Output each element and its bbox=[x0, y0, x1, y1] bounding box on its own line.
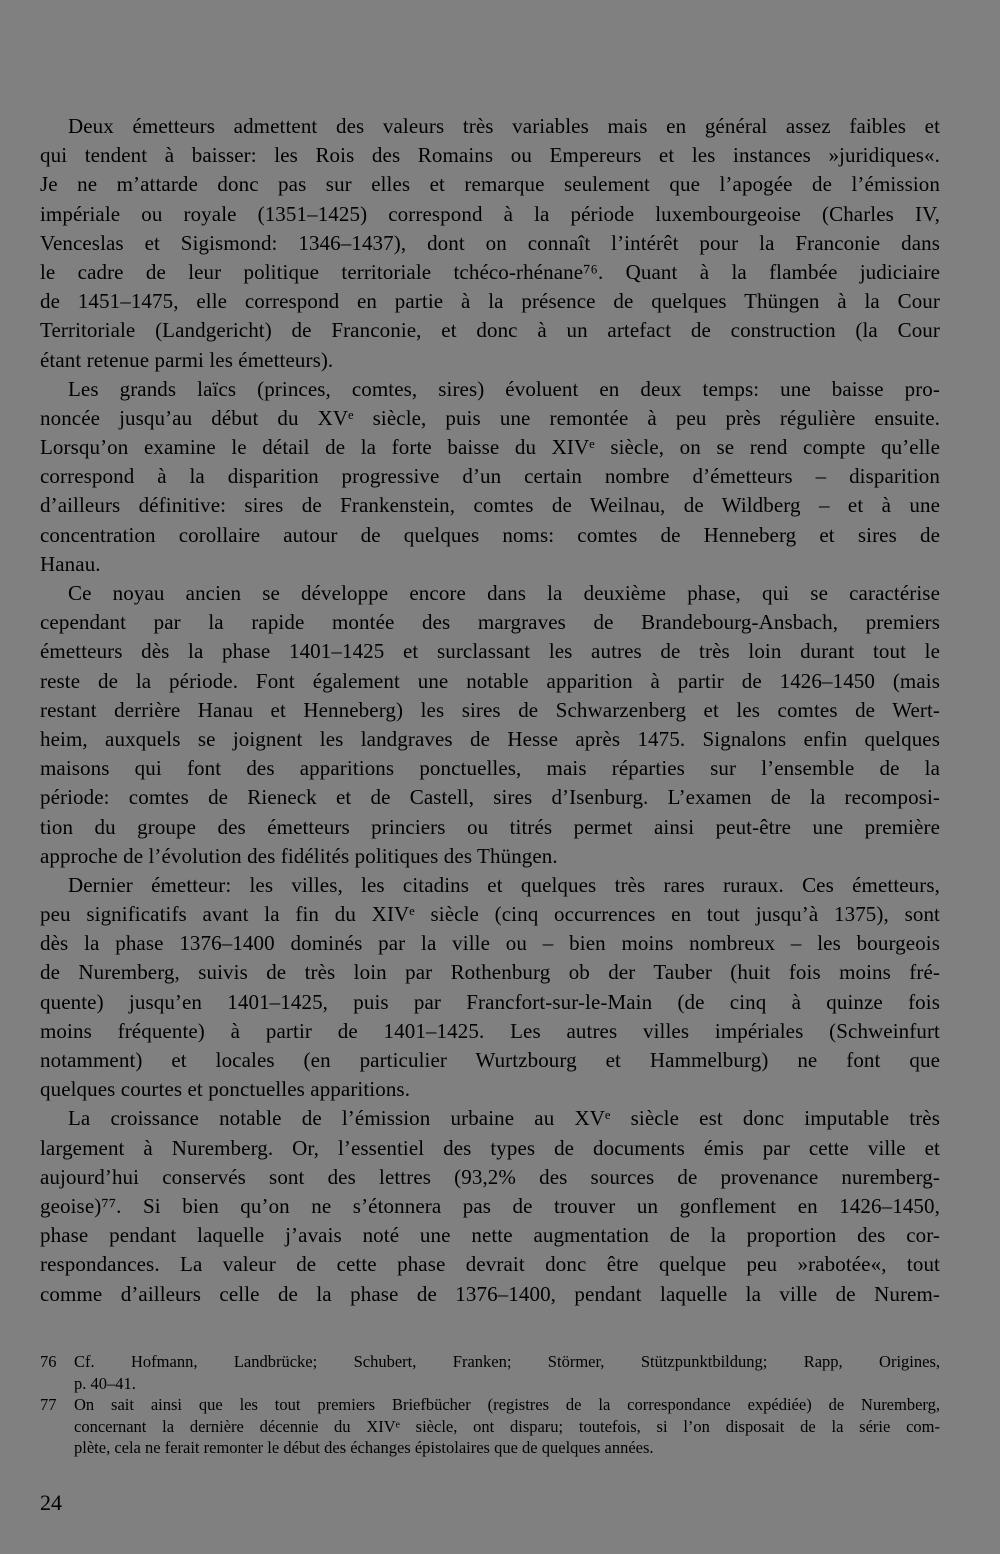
text-line: phase pendant laquelle j’avais noté une nette augmentation de la proportion des cor- bbox=[40, 1223, 940, 1248]
text-line: de 1451–1475, elle correspond en partie à la présence de quelques Thüngen à la Cour bbox=[40, 289, 940, 314]
text-line: maisons qui font des apparitions ponctuelles, mais réparties sur l’ensemble de la bbox=[40, 756, 940, 781]
text-line: quente) jusqu’en 1401–1425, puis par Francfort-sur-le-Main (de cinq à quinze fois bbox=[40, 989, 940, 1014]
text-line: Lorsqu’on examine le détail de la forte baisse du XIVᵉ siècle, on se rend compte qu’elle bbox=[40, 435, 940, 460]
page-number: 24 bbox=[40, 1490, 62, 1515]
text-line: cependant par la rapide montée des margraves de Brandebourg-Ansbach, premiers bbox=[40, 610, 940, 635]
text-line: La croissance notable de l’émission urbaine au XVᵉ siècle est donc imputable très bbox=[68, 1106, 940, 1131]
footnote-77 bbox=[40, 1394, 940, 1459]
text-line: quelques courtes et ponctuelles apparitions. bbox=[40, 1077, 411, 1102]
text-line: de Nuremberg, suivis de très loin par Rothenburg ob der Tauber (huit fois moins fré- bbox=[40, 960, 940, 985]
footnotes bbox=[40, 1351, 940, 1459]
paragraph-2 bbox=[40, 375, 940, 579]
footnote-76 bbox=[40, 1351, 940, 1394]
text-line: Territoriale (Landgericht) de Franconie, et donc à un artefact de construction (la Cour bbox=[40, 318, 940, 343]
text-line: étant retenue parmi les émetteurs). bbox=[40, 347, 334, 372]
text-line: reste de la période. Font également une notable apparition à partir de 1426–1450 (mais bbox=[40, 668, 940, 693]
text-line: Venceslas et Sigismond: 1346–1437), dont on connaît l’intérêt pour la Franconie dans bbox=[40, 230, 940, 255]
text-line: geoise)⁷⁷. Si bien qu’on ne s’étonnera pas de trouver un gonflement en 1426–1450, bbox=[40, 1193, 940, 1218]
text-line: Les grands laïcs (princes, comtes, sires) évoluent en deux temps: une baisse pro- bbox=[68, 376, 940, 401]
text-line: correspond à la disparition progressive d’un certain nombre d’émetteurs – disparition bbox=[40, 464, 940, 489]
text-line: respondances. La valeur de cette phase devrait donc être quelque peu »rabotée«, tout bbox=[40, 1252, 940, 1277]
footnote-line: Cf. Hofmann, Landbrücke; Schubert, Franken; Störmer, Stützpunktbildung; Rapp, Origines, bbox=[74, 1352, 940, 1371]
footnote-text bbox=[74, 1351, 940, 1394]
text-line: impériale ou royale (1351–1425) correspond à la période luxembourgeoise (Charles IV, bbox=[40, 201, 940, 226]
text-line: Hanau. bbox=[40, 551, 101, 576]
text-line: notamment) et locales (en particulier Wurtzbourg et Hammelburg) ne font que bbox=[40, 1048, 940, 1072]
footnote-line: On sait ainsi que les tout premiers Briefbücher (registres de la correspondance expédiée) de Nuremberg, bbox=[74, 1395, 940, 1414]
text-line: Dernier émetteur: les villes, les citadins et quelques très rares ruraux. Ces émetteurs, bbox=[68, 872, 940, 897]
text-line: Je ne m’attarde donc pas sur elles et remarque seulement que l’apogée de l’émission bbox=[40, 172, 940, 197]
text-line: Deux émetteurs admettent des valeurs très variables mais en général assez faibles et bbox=[68, 114, 940, 138]
footnote-number: 76 bbox=[40, 1352, 57, 1371]
text-line: dès la phase 1376–1400 dominés par la ville ou – bien moins nombreux – les bourgeois bbox=[40, 931, 940, 956]
paragraph-4 bbox=[40, 871, 940, 1105]
text-line: le cadre de leur politique territoriale tchéco-rhénane⁷⁶. Quant à la flambée judiciaire bbox=[40, 259, 940, 284]
footnote-number: 77 bbox=[40, 1395, 57, 1414]
footnote-text bbox=[74, 1394, 940, 1459]
footnote-line: p. 40–41. bbox=[74, 1373, 136, 1393]
paragraph-1 bbox=[40, 112, 940, 375]
text-line: noncée jusqu’au début du XVᵉ siècle, puis une remontée à peu près régulière ensuite. bbox=[40, 405, 940, 430]
text-line: peu significatifs avant la fin du XIVᵉ siècle (cinq occurrences en tout jusqu’à 1375), sont bbox=[40, 902, 940, 927]
text-line: aujourd’hui conservés sont des lettres (93,2% des sources de provenance nuremberg- bbox=[40, 1164, 940, 1189]
text-line: Ce noyau ancien se développe encore dans la deuxième phase, qui se caractérise bbox=[68, 581, 940, 605]
text-line: période: comtes de Rieneck et de Castell, sires d’Isenburg. L’examen de la recomposi- bbox=[40, 785, 940, 810]
main-text bbox=[40, 112, 940, 1309]
paragraph-3 bbox=[40, 579, 940, 871]
text-line: tion du groupe des émetteurs princiers ou titrés permet ainsi peut-être une première bbox=[40, 814, 940, 839]
text-line: qui tendent à baisser: les Rois des Romains ou Empereurs et les instances »juridiques«. bbox=[40, 143, 940, 168]
footnote-line: plète, cela ne ferait remonter le début des échanges épistolaires que de quelques années. bbox=[74, 1438, 654, 1457]
text-line: heim, auxquels se joignent les landgraves de Hesse après 1475. Signalons enfin quelques bbox=[40, 726, 940, 751]
text-line: concentration corollaire autour de quelques noms: comtes de Henneberg et sires de bbox=[40, 522, 940, 547]
footnote-line: concernant la dernière décennie du XIVᵉ siècle, ont disparu; toutefois, si l’on disposait de la série com- bbox=[74, 1416, 940, 1436]
text-line: restant derrière Hanau et Henneberg) les sires de Schwarzenberg et les comtes de Wert- bbox=[40, 697, 940, 722]
text-line: moins fréquente) à partir de 1401–1425. Les autres villes impériales (Schweinfurt bbox=[40, 1018, 940, 1043]
text-line: largement à Nuremberg. Or, l’essentiel des types de documents émis par cette ville et bbox=[40, 1135, 940, 1160]
text-line: comme d’ailleurs celle de la phase de 1376–1400, pendant laquelle la ville de Nurem- bbox=[40, 1281, 940, 1306]
text-line: approche de l’évolution des fidélités politiques des Thüngen. bbox=[40, 843, 558, 868]
text-line: d’ailleurs définitive: sires de Frankenstein, comtes de Weilnau, de Wildberg – et à une bbox=[40, 493, 940, 518]
text-line: émetteurs dès la phase 1401–1425 et surclassant les autres de très loin durant tout le bbox=[40, 639, 940, 664]
paragraph-5 bbox=[40, 1104, 940, 1308]
